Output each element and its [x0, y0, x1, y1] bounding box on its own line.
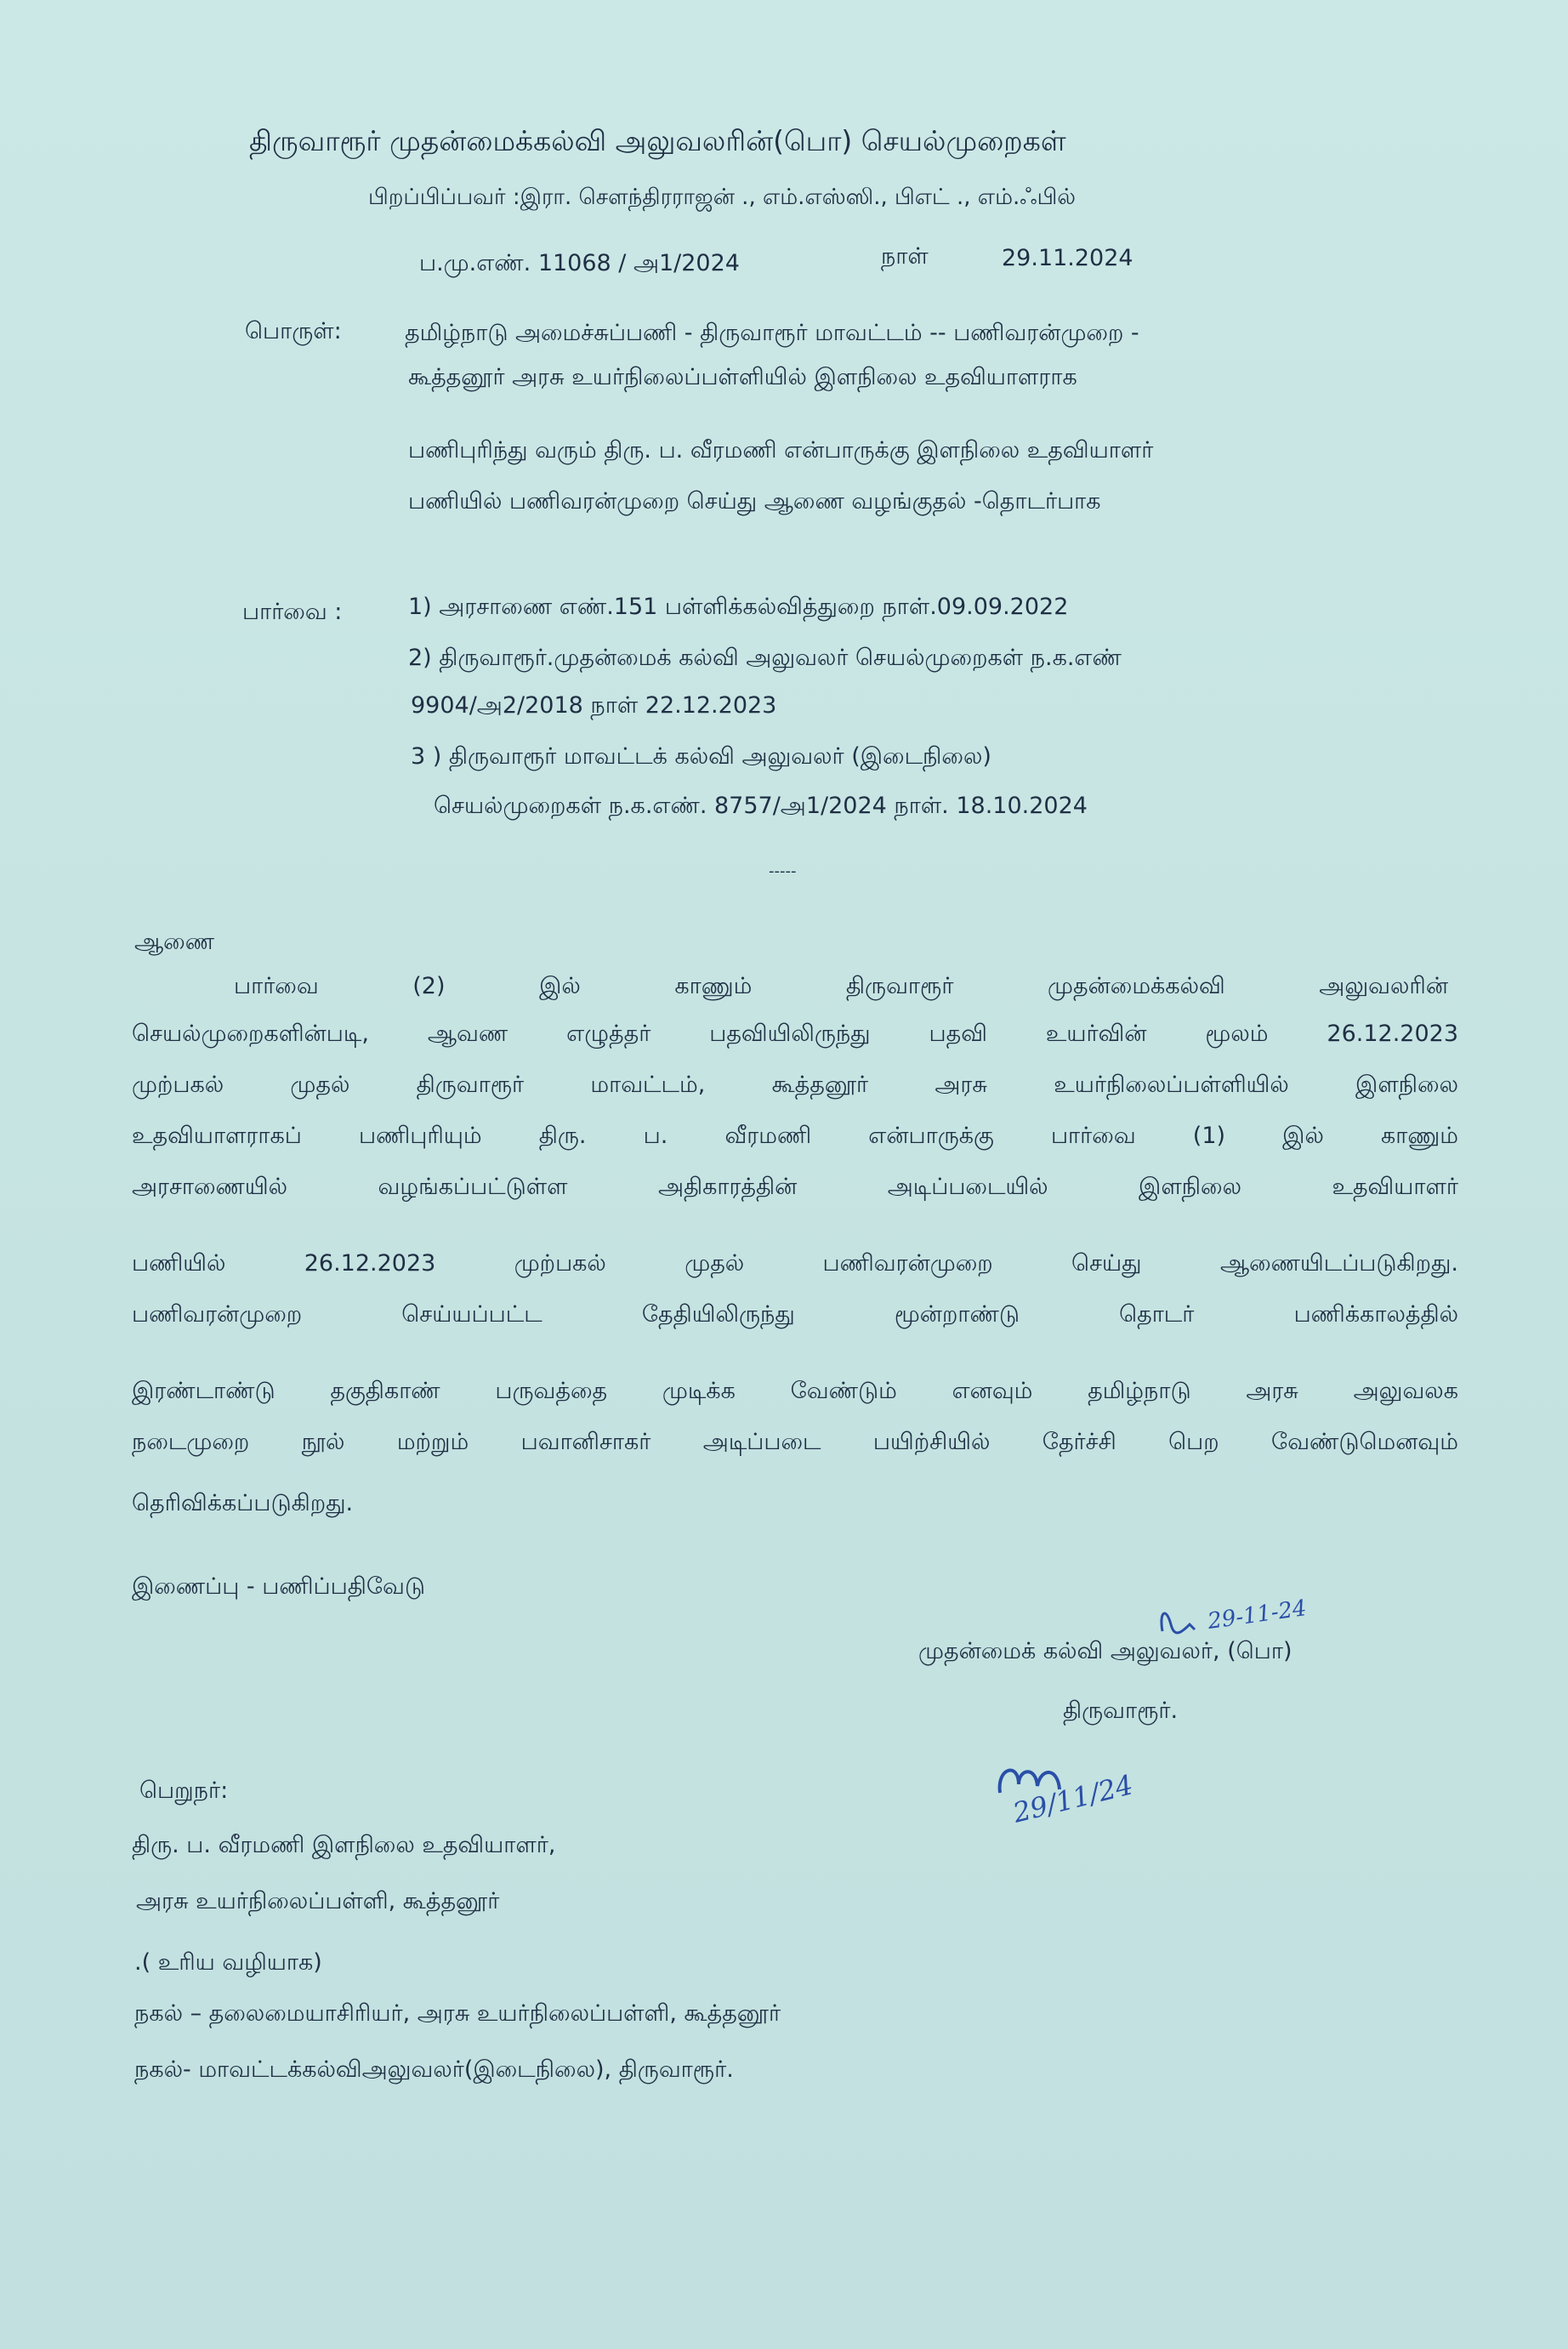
order-paragraph-line: அரசாணையில் வழங்கப்பட்டுள்ள அதிகாரத்தின் அடிப்படையில் இளநிலை உதவியாளர்	[132, 1174, 1458, 1200]
issuer-line: பிறப்பிப்பவர் :இரா. சௌந்திரராஜன் ., எம்.எஸ்ஸி., பிஎட் ., எம்.ஃபில்	[368, 185, 1076, 210]
order-date: 29.11.2024	[1002, 245, 1133, 271]
order-paragraph-line: பணியில் 26.12.2023 முற்பகல் முதல் பணிவரன்முறை செய்து ஆணையிடப்படுகிறது.	[132, 1250, 1458, 1277]
subject-line: தமிழ்நாடு அமைச்சுப்பணி - திருவாரூர் மாவட்டம் -- பணிவரன்முறை -	[405, 320, 1139, 346]
recipient-line: .( உரிய வழியாக)	[134, 1949, 322, 1976]
date-label: நாள்	[881, 243, 929, 270]
subject-line: கூத்தனூர் அரசு உயர்நிலைப்பள்ளியில் இளநிலை உதவியாளராக	[408, 364, 1077, 390]
order-heading: ஆணை	[134, 929, 215, 955]
page-title: திருவாரூர் முதன்மைக்கல்வி அலுவலரின்(பொ) செயல்முறைகள்	[249, 124, 1066, 157]
order-paragraph-line: பார்வை (2) இல் காணும் திருவாரூர் முதன்மைக்கல்வி அலுவலரின்	[234, 973, 1448, 999]
recipient-line: அரசு உயர்நிலைப்பள்ளி, கூத்தனூர்	[136, 1888, 500, 1914]
signatory-place: திருவாரூர்.	[1063, 1698, 1179, 1724]
handwritten-date: 29/11/24	[1009, 1768, 1137, 1829]
recipients-label: பெறுநர்:	[139, 1777, 229, 1804]
reference-item: 9904/அ2/2018 நாள் 22.12.2023	[411, 692, 777, 719]
handwritten-initial: 29-11-24	[1206, 1595, 1309, 1635]
signatory-designation: முதன்மைக் கல்வி அலுவலர், (பொ)	[918, 1638, 1292, 1664]
copy-line: நகல் – தலைமையாசிரியர், அரசு உயர்நிலைப்பள்ளி, கூத்தனூர்	[134, 2000, 781, 2027]
reference-item: 3 ) திருவாரூர் மாவட்டக் கல்வி அலுவலர் (இடைநிலை)	[411, 743, 991, 770]
copy-line: நகல்- மாவட்டக்கல்விஅலுவலர்(இடைநிலை), திருவாரூர்.	[134, 2056, 734, 2083]
order-paragraph-line: நடைமுறை நூல் மற்றும் பவானிசாகர் அடிப்படை பயிற்சியில் தேர்ச்சி பெற வேண்டுமெனவும்	[132, 1429, 1458, 1455]
reference-item: 1) அரசாணை எண்.151 பள்ளிக்கல்வித்துறை நாள்.09.09.2022	[408, 594, 1069, 620]
reference-number: ப.மு.எண். 11068 / அ1/2024	[419, 250, 740, 276]
order-paragraph-line: செயல்முறைகளின்படி, ஆவண எழுத்தர் பதவியிலிருந்து பதவி உயர்வின் மூலம் 26.12.2023	[132, 1021, 1458, 1047]
order-paragraph-line: இரண்டாண்டு தகுதிகாண் பருவத்தை முடிக்க வேண்டும் எனவும் தமிழ்நாடு அரசு அலுவலக	[132, 1378, 1458, 1404]
separator: -----	[769, 862, 797, 880]
enclosure-line: இணைப்பு - பணிப்பதிவேடு	[132, 1573, 425, 1600]
recipient-line: திரு. ப. வீரமணி இளநிலை உதவியாளர்,	[132, 1832, 556, 1858]
order-paragraph-line: தெரிவிக்கப்படுகிறது.	[132, 1490, 354, 1516]
reference-item: 2) திருவாரூர்.முதன்மைக் கல்வி அலுவலர் செயல்முறைகள் ந.க.எண்	[408, 645, 1122, 671]
subject-label: பொருள்:	[245, 318, 342, 344]
references-label: பார்வை :	[242, 599, 343, 625]
order-paragraph-line: உதவியாளராகப் பணிபுரியும் திரு. ப. வீரமணி என்பாருக்கு பார்வை (1) இல் காணும்	[132, 1123, 1458, 1149]
order-paragraph-line: பணிவரன்முறை செய்யப்பட்ட தேதியிலிருந்து மூன்றாண்டு தொடர் பணிக்காலத்தில்	[132, 1301, 1458, 1328]
subject-line: பணியில் பணிவரன்முறை செய்து ஆணை வழங்குதல் -தொடர்பாக	[408, 488, 1101, 515]
subject-line: பணிபுரிந்து வரும் திரு. ப. வீரமணி என்பாருக்கு இளநிலை உதவியாளர்	[408, 437, 1154, 464]
order-paragraph-line: முற்பகல் முதல் திருவாரூர் மாவட்டம், கூத்தனூர் அரசு உயர்நிலைப்பள்ளியில் இளநிலை	[132, 1072, 1458, 1098]
reference-item: செயல்முறைகள் ந.க.எண். 8757/அ1/2024 நாள். 18.10.2024	[434, 793, 1088, 819]
